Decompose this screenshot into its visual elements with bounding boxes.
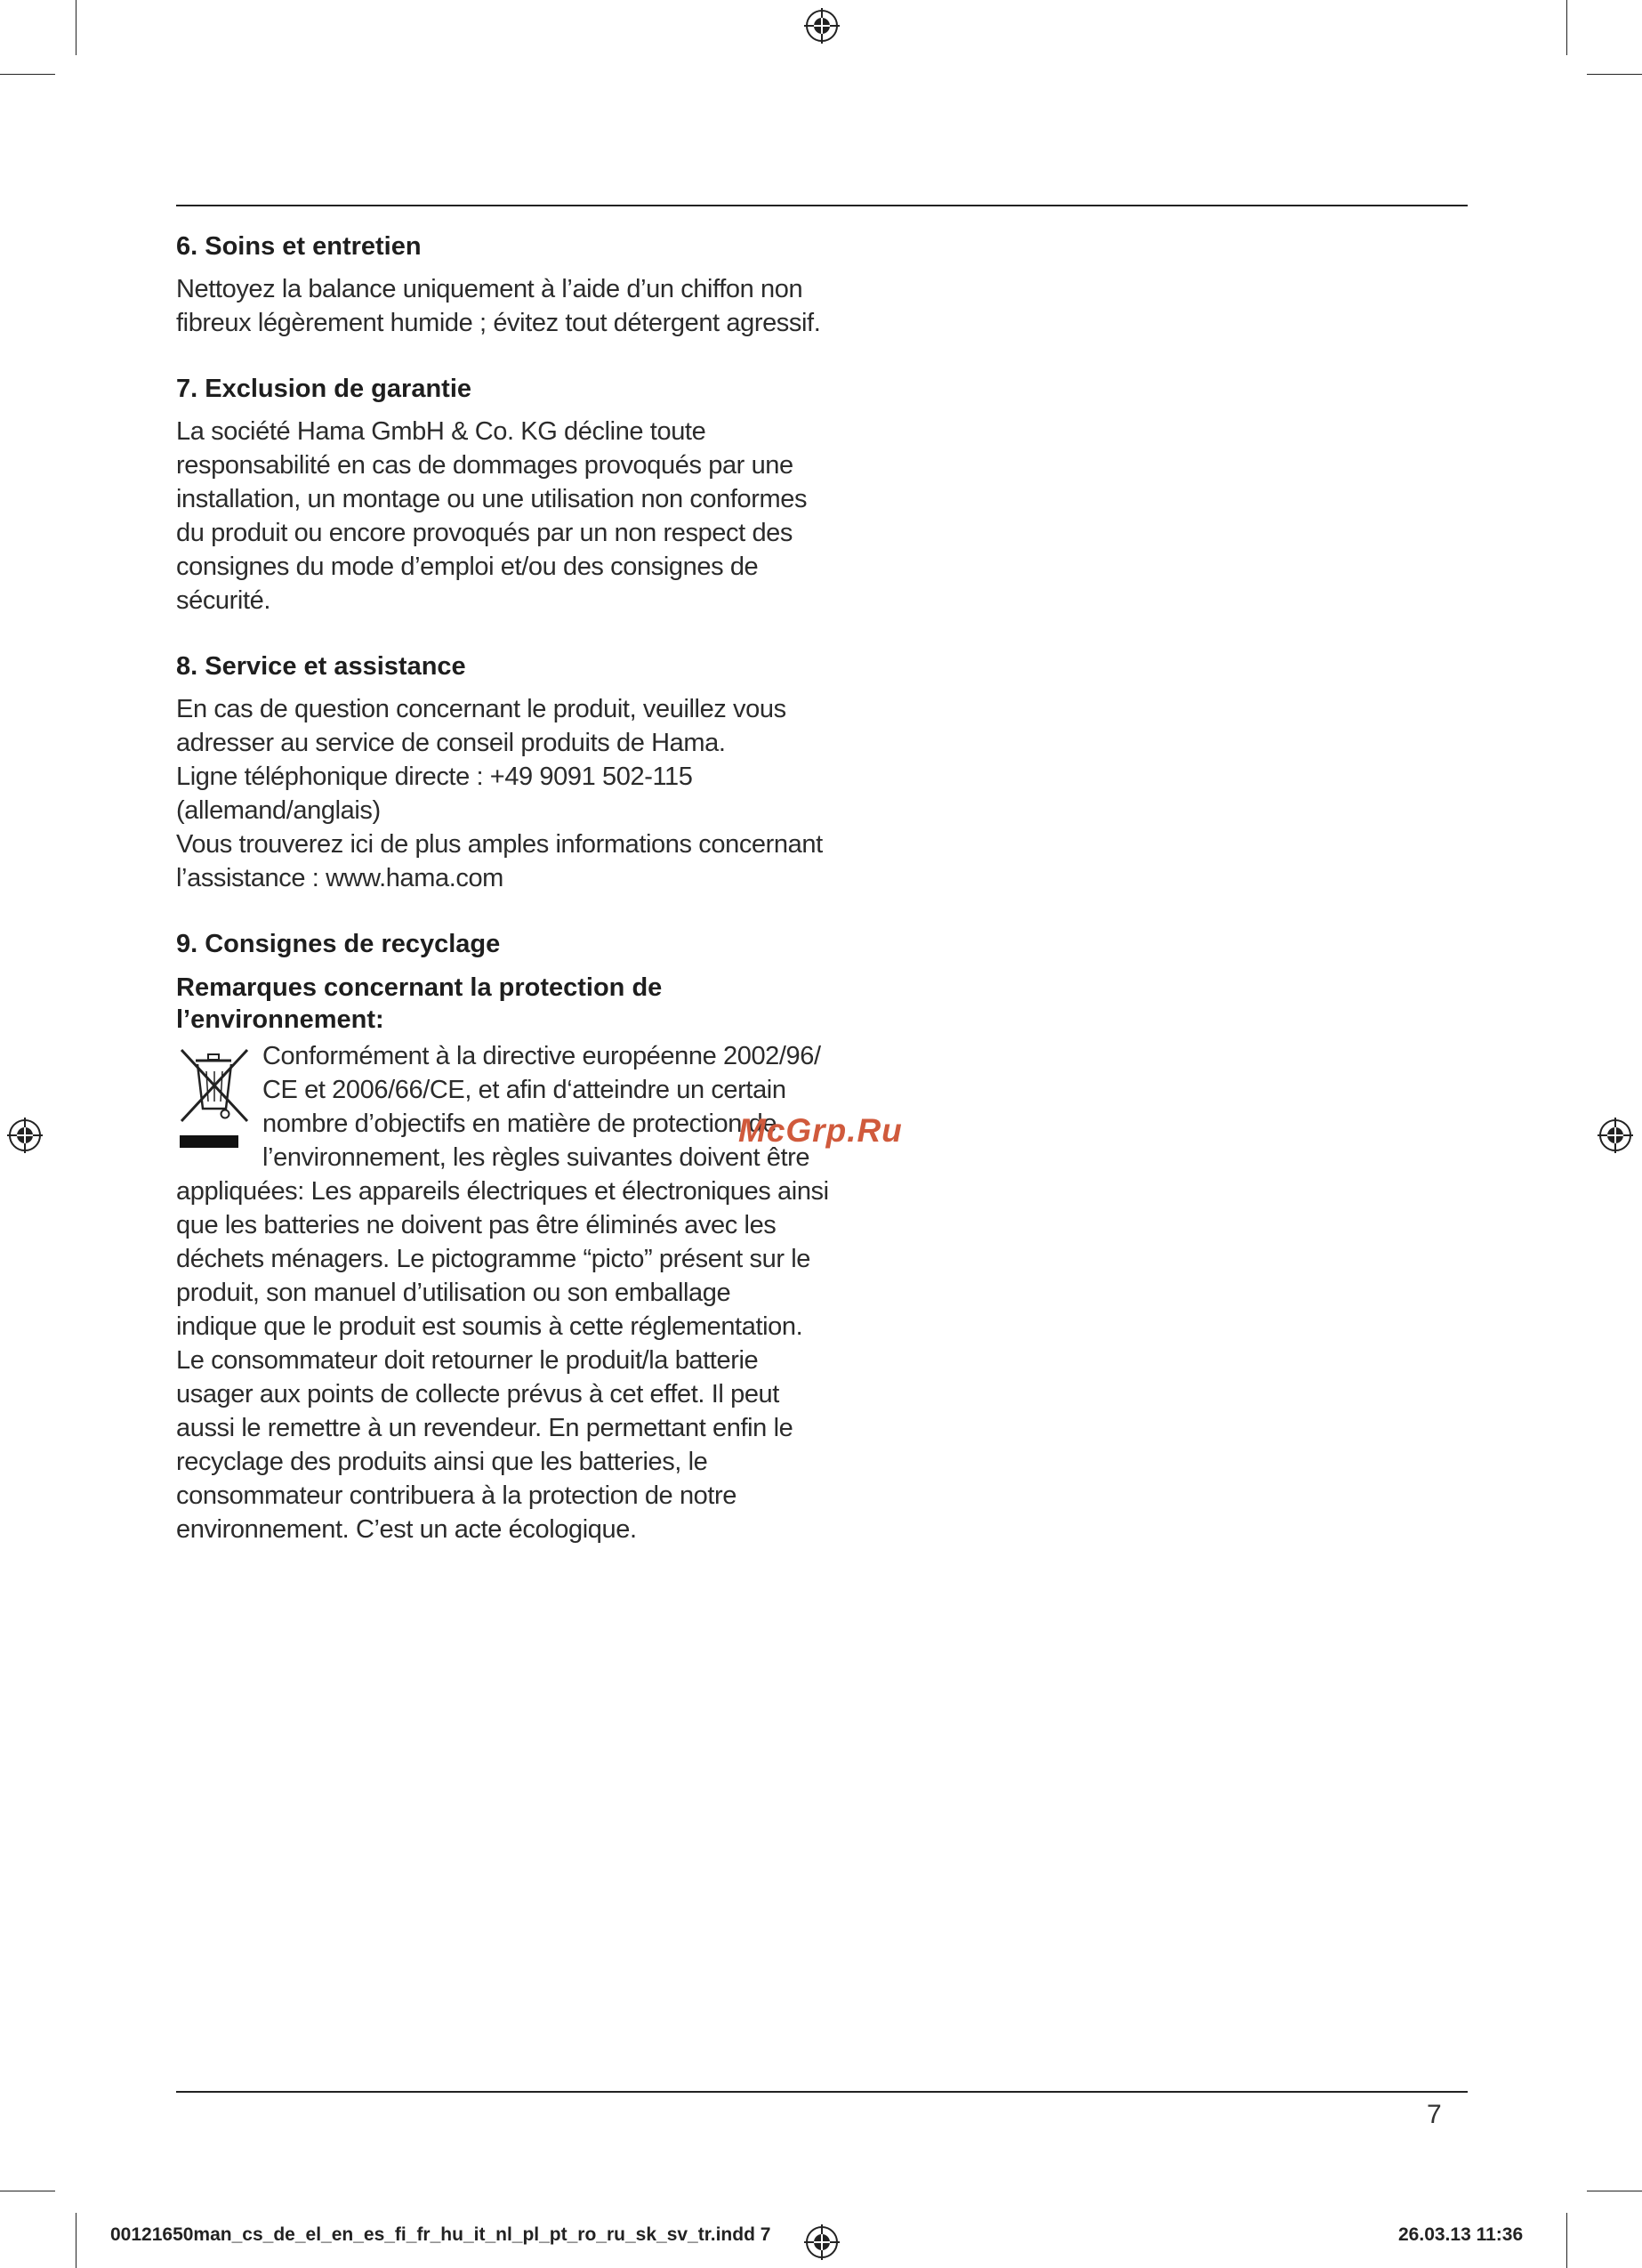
text-line: La société Hama GmbH & Co. KG décline toute [176, 417, 706, 446]
text-line: produit, son manuel d’utilisation ou son emballage [176, 1279, 731, 1307]
watermark-text: McGrp.Ru [738, 1112, 903, 1149]
text-line: l’environnement: [176, 1005, 384, 1034]
header-rule [176, 205, 1468, 206]
crop-mark [0, 74, 55, 75]
text-line: du produit ou encore provoqués par un non respect des [176, 519, 793, 547]
text-line: consommateur contribuera à la protection de notre [176, 1481, 737, 1510]
section-body [176, 692, 823, 895]
section-heading: 6. Soins et entretien [176, 232, 422, 261]
text-line: recyclage des produits ainsi que les batteries, le [176, 1448, 708, 1476]
section-heading: 9. Consignes de recyclage [176, 930, 501, 958]
text-line: CE et 2006/66/CE, et afin d‘atteindre un certain [262, 1076, 786, 1104]
registration-mark-icon [804, 2224, 840, 2260]
text-line: responsabilité en cas de dommages provoqués par une [176, 451, 793, 480]
section-service [176, 650, 823, 895]
text-line: Nettoyez la balance uniquement à l’aide d’un chiffon non [176, 275, 803, 303]
text-line: En cas de question concernant le produit, veuillez vous [176, 695, 786, 723]
text-line: fibreux légèrement humide ; évitez tout détergent agressif. [176, 309, 821, 337]
recycling-subheading [176, 972, 799, 1036]
text-line: appliquées: Les appareils électriques et électroniques ainsi [176, 1177, 829, 1206]
text-line: indique que le produit est soumis à cette réglementation. [176, 1312, 803, 1341]
footer-datetime: 26.03.13 11:36 [1398, 2224, 1524, 2245]
text-line: aussi le remettre à un revendeur. En permettant enfin le [176, 1414, 793, 1442]
text-line: consignes du mode d’emploi et/ou des consignes de [176, 553, 759, 581]
page-number: 7 [1427, 2100, 1442, 2129]
text-line: Remarques concernant la protection de [176, 973, 663, 1002]
crossed-out-wheelie-bin-icon [176, 1045, 256, 1151]
text-line: adresser au service de conseil produits de Hama. [176, 729, 726, 757]
text-line: Ligne téléphonique directe : +49 9091 502-115 [176, 763, 693, 791]
text-line: Conformément à la directive européenne 2002/96/ [262, 1042, 821, 1070]
registration-mark-icon [7, 1118, 43, 1153]
footer-rule [176, 2091, 1468, 2093]
text-line: (allemand/anglais) [176, 796, 381, 825]
section-body [176, 272, 821, 340]
text-line: usager aux points de collecte prévus à cet effet. Il peut [176, 1380, 779, 1408]
text-line: déchets ménagers. Le pictogramme “picto” présent sur le [176, 1245, 811, 1273]
crop-mark [1566, 0, 1567, 55]
section-body [176, 415, 808, 617]
registration-mark-icon [804, 8, 840, 44]
text-line: l’environnement, les règles suivantes doivent être [262, 1143, 810, 1172]
section-care [176, 230, 821, 340]
section-heading: 8. Service et assistance [176, 652, 466, 681]
registration-mark-icon [1598, 1118, 1633, 1153]
text-line: environnement. C’est un acte écologique. [176, 1515, 637, 1544]
section-warranty [176, 372, 808, 617]
footer-filename: 00121650man_cs_de_el_en_es_fi_fr_hu_it_nl_pl_pt_ro_ru_sk_sv_tr.indd 7 [110, 2224, 771, 2245]
text-line: l’assistance : www.hama.com [176, 864, 503, 892]
crop-mark [1566, 2213, 1567, 2268]
text-line: installation, un montage ou une utilisation non conformes [176, 485, 808, 513]
crop-mark [1587, 74, 1642, 75]
text-line: Le consommateur doit retourner le produit/la batterie [176, 1346, 759, 1375]
text-line: que les batteries ne doivent pas être éliminés avec les [176, 1211, 777, 1239]
text-line: nombre d’objectifs en matière de protection de [262, 1110, 777, 1138]
text-line: Vous trouverez ici de plus amples informations concernant [176, 830, 823, 859]
section-heading: 7. Exclusion de garantie [176, 375, 471, 403]
text-line: sécurité. [176, 586, 270, 615]
